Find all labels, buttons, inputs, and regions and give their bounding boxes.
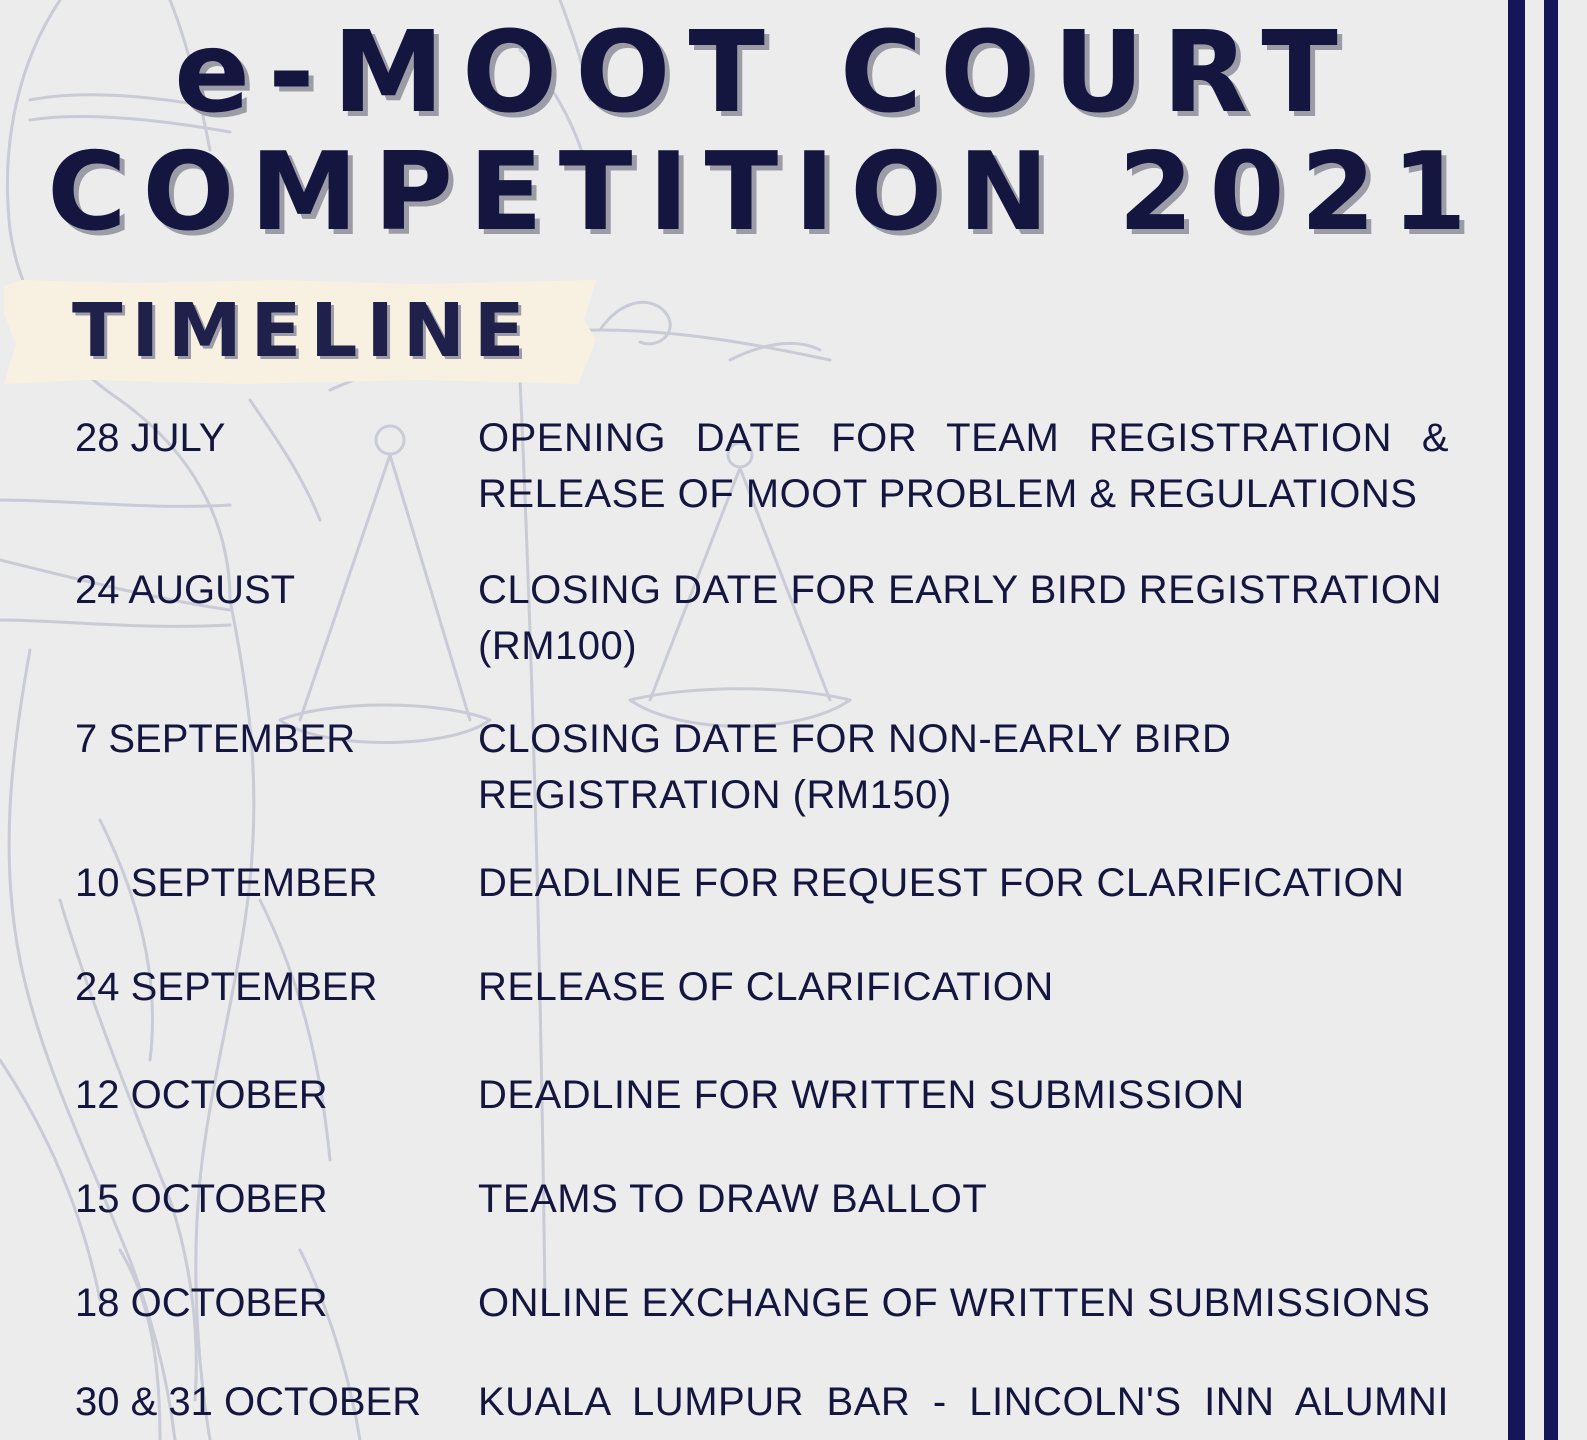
border-stripe-right	[1544, 0, 1558, 1440]
timeline-date: 24 AUGUST	[75, 568, 296, 612]
timeline-event: RELEASE OF CLARIFICATION	[478, 965, 1054, 1009]
timeline-event: TEAMS TO DRAW BALLOT	[478, 1177, 988, 1221]
title-line-1: e-MOOT COURT	[174, 8, 1356, 138]
timeline-event: CLOSING DATE FOR EARLY BIRD REGISTRATION (RM100)	[478, 568, 1442, 668]
timeline-date: 30 & 31 OCTOBER	[75, 1380, 422, 1424]
timeline-date: 28 JULY	[75, 416, 226, 460]
timeline-date: 18 OCTOBER	[75, 1281, 328, 1325]
timeline-date: 12 OCTOBER	[75, 1073, 328, 1117]
timeline-event: DEADLINE FOR WRITTEN SUBMISSION	[478, 1073, 1245, 1117]
timeline-event: OPENING DATE FOR TEAM REGISTRATION & RELEASE OF MOOT PROBLEM & REGULATIONS	[478, 416, 1449, 516]
timeline-event: KUALA LUMPUR BAR - LINCOLN'S INN ALUMNI	[478, 1380, 1449, 1424]
timeline-event: DEADLINE FOR REQUEST FOR CLARIFICATION	[478, 861, 1405, 905]
border-stripe-left	[1508, 0, 1525, 1440]
timeline-heading: TIMELINE	[72, 288, 534, 374]
timeline-date: 10 SEPTEMBER	[75, 861, 378, 905]
timeline-event: ONLINE EXCHANGE OF WRITTEN SUBMISSIONS	[478, 1281, 1431, 1325]
timeline-event: CLOSING DATE FOR NON-EARLY BIRD REGISTRATION (RM150)	[478, 717, 1232, 817]
timeline-date: 15 OCTOBER	[75, 1177, 328, 1221]
timeline-date: 7 SEPTEMBER	[75, 717, 356, 761]
title-line-2: COMPETITION 2021	[47, 130, 1483, 255]
timeline-date: 24 SEPTEMBER	[75, 965, 378, 1009]
